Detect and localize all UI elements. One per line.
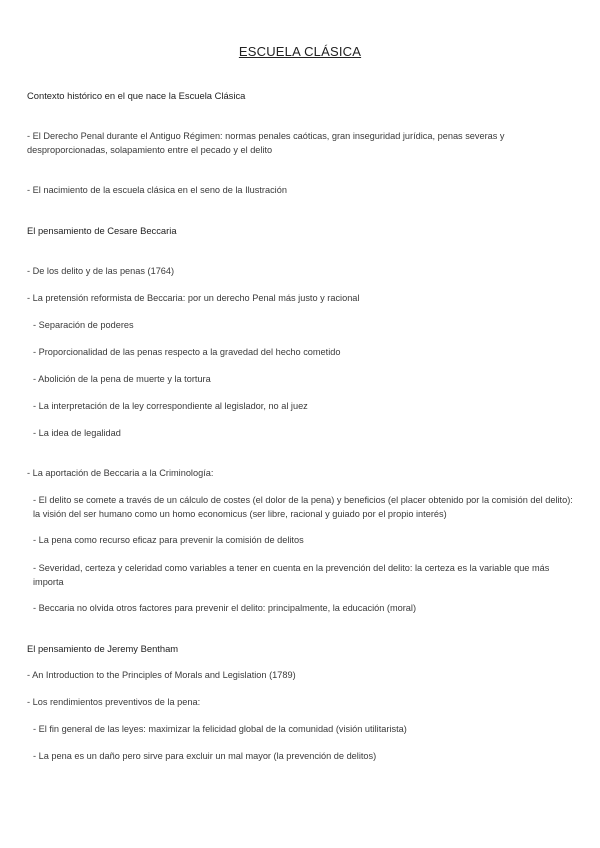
list-item: - La idea de legalidad xyxy=(33,428,121,438)
list-item: - La pena es un daño pero sirve para excluir un mal mayor (la prevención de delitos) xyxy=(33,751,377,761)
list-item: - Los rendimientos preventivos de la pena: xyxy=(27,697,201,707)
section-heading-context: Contexto histórico en el que nace la Escuela Clásica xyxy=(27,90,246,101)
list-item: - El Derecho Penal durante el Antiguo Régimen: normas penales caóticas, gran inseguridad jurídica, penas severas y desproporcionadas, solapamiento entre el pecado y el delito xyxy=(27,131,505,155)
list-item: - La aportación de Beccaria a la Criminología: xyxy=(27,468,214,478)
section-heading-bentham: El pensamiento de Jeremy Bentham xyxy=(27,643,179,654)
list-item: - Abolición de la pena de muerte y la tortura xyxy=(33,374,211,384)
list-item: - Separación de poderes xyxy=(33,320,134,330)
list-item: - La pretensión reformista de Beccaria: por un derecho Penal más justo y racional xyxy=(27,293,360,303)
list-item: - La pena como recurso eficaz para prevenir la comisión de delitos xyxy=(33,535,304,545)
list-item: - La interpretación de la ley correspondiente al legislador, no al juez xyxy=(33,401,308,411)
list-item: - El delito se comete a través de un cálculo de costes (el dolor de la pena) y beneficios (el placer obtenido por la comisión del delito): la visión del ser humano como un homo economicus (ser libre, racional y guiado por el propio interés) xyxy=(33,495,573,519)
list-item: - El nacimiento de la escuela clásica en el seno de la Ilustración xyxy=(27,185,287,195)
list-item: - Severidad, certeza y celeridad como variables a tener en cuenta en la prevención del delito: la certeza es la variable que más importa xyxy=(33,563,550,587)
list-item: - El fin general de las leyes: maximizar la felicidad global de la comunidad (visión utilitarista) xyxy=(33,724,407,734)
document-title: ESCUELA CLÁSICA xyxy=(238,44,362,59)
section-heading-beccaria: El pensamiento de Cesare Beccaria xyxy=(27,225,177,236)
list-item: - Beccaria no olvida otros factores para prevenir el delito: principalmente, la educación (moral) xyxy=(33,603,416,613)
list-item: - Proporcionalidad de las penas respecto a la gravedad del hecho cometido xyxy=(33,347,341,357)
list-item: - An Introduction to the Principles of Morals and Legislation (1789) xyxy=(27,670,296,680)
list-item: - De los delito y de las penas (1764) xyxy=(27,266,175,276)
